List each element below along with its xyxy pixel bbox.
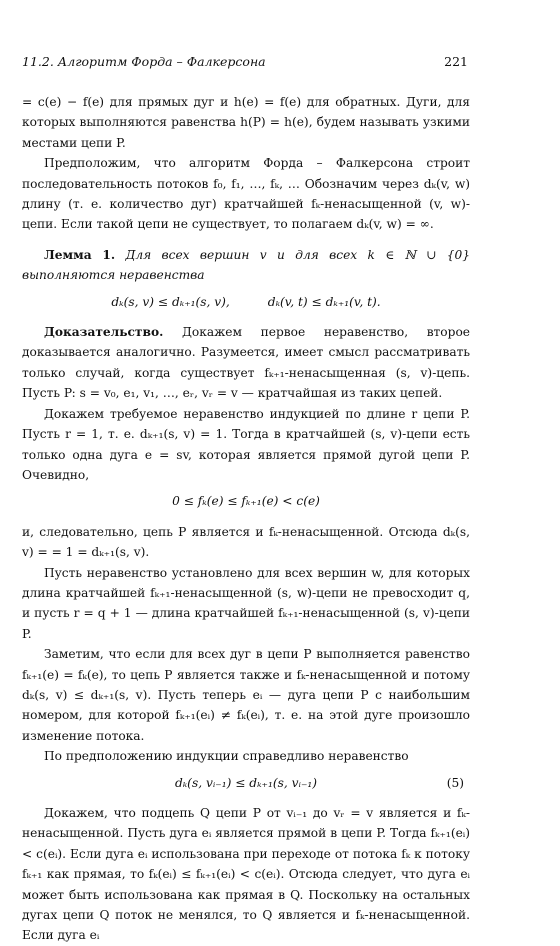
running-header [22,52,470,70]
equation-text: 0 ≤ fₖ(e) ≤ fₖ₊₁(e) < c(e) [172,494,320,509]
equation-part: dₖ(s, v) ≤ dₖ₊₁(s, v), [111,294,230,309]
section-title: 11.2. Алгоритм Форда – Фалкерсона [22,54,266,69]
equation-flow-bound [22,491,470,511]
paragraph: Докажем требуемое неравенство индукцией по длине r цепи P. Пусть r = 1, т. е. dₖ₊₁(s, v) = 1. Тогда в кратчайшей (s, v)-цепи есть только одна дуга e = sv, которая является прямой дугой цепи P. Очевидно, [22,406,470,482]
equation-part: dₖ(v, t) ≤ dₖ₊₁(v, t). [267,294,381,309]
equation-text: dₖ(s, vᵢ₋₁) ≤ dₖ₊₁(s, vᵢ₋₁) [174,775,318,790]
lemma-title: Лемма 1. [44,247,116,262]
paragraph: и, следовательно, цепь P является и fₖ-ненасыщенной. Отсюда dₖ(s, v) = = 1 = dₖ₊₁(s, v). [22,524,470,560]
paragraph: = c(e) − f(e) для прямых дуг и h(e) = f(e) для обратных. Дуги, для которых выполняются равенства h(P) = h(e), будем называть узкими местами цепи P. [22,95,470,150]
paragraph: Докажем, что подцепь Q цепи P от vᵢ₋₁ до vᵣ = v является и fₖ-ненасыщенной. Пусть дуга eᵢ является прямой в цепи P. Тогда fₖ₊₁(eᵢ) < c(eᵢ). Если дуга eᵢ использована при переходе от потока fₖ к потоку fₖ₊₁ как прямая, то fₖ(eᵢ) ≤ fₖ₊₁(eᵢ) < c(eᵢ). Отсюда следует, что дуга eᵢ может быть использована как прямая в Q. Поскольку на остальных дугах цепи Q поток не менялся, то Q является и fₖ-ненасыщенной. Если дуга eᵢ [22,806,470,943]
lemma-text: Для всех вершин v и для всех k ∈ ℕ ∪ {0} выполняются неравенства [22,247,471,283]
equation-5 [22,773,470,793]
book-page [22,0,471,943]
lemma-statement [22,245,470,286]
equation-lemma [22,292,470,312]
paragraph: По предположению индукции справедливо неравенство [44,749,409,764]
proof-text: Докажем первое неравенство, второе доказывается аналогично. Разумеется, имеет смысл рассматривать только случай, когда существует fₖ₊₁-ненасыщенная (s, v)-цепь. Пусть P: s = v₀, e₁, v₁, …, eᵣ, vᵣ = v — кратчайшая из таких цепей. [22,325,470,401]
paragraph: Пусть неравенство установлено для всех вершин w, для которых длина кратчайшей fₖ₊₁-ненасыщенной (s, w)-цепи не превосходит q, и пусть r = q + 1 — длина кратчайшей fₖ₊₁-ненасыщенной (s, v)-цепи P. [22,565,470,641]
equation-number: (5) [446,775,464,790]
proof-title: Доказательство. [44,325,164,340]
paragraph: Предположим, что алгоритм Форда – Фалкерсона строит последовательность потоков f₀, f₁, …, fₖ, … Обозначим через dₖ(v, w) длину (т. е. количество дуг) кратчайшей fₖ-ненасыщенной (v, w)-цепи. Если такой цепи не существует, то полагаем dₖ(v, w) = ∞. [22,156,471,232]
proof-paragraph [22,322,470,404]
paragraph: Заметим, что если для всех дуг в цепи P выполняется равенство fₖ₊₁(e) = fₖ(e), то цепь P является также и fₖ-ненасыщенной и потому dₖ(s, v) ≤ dₖ₊₁(s, v). Пусть теперь eᵢ — дуга цепи P с наибольшим номером, для которой fₖ₊₁(eᵢ) ≠ fₖ(eᵢ), т. е. на этой дуге произошло изменение потока. [22,647,470,743]
page-body [22,92,470,946]
page-number: 221 [444,54,468,69]
